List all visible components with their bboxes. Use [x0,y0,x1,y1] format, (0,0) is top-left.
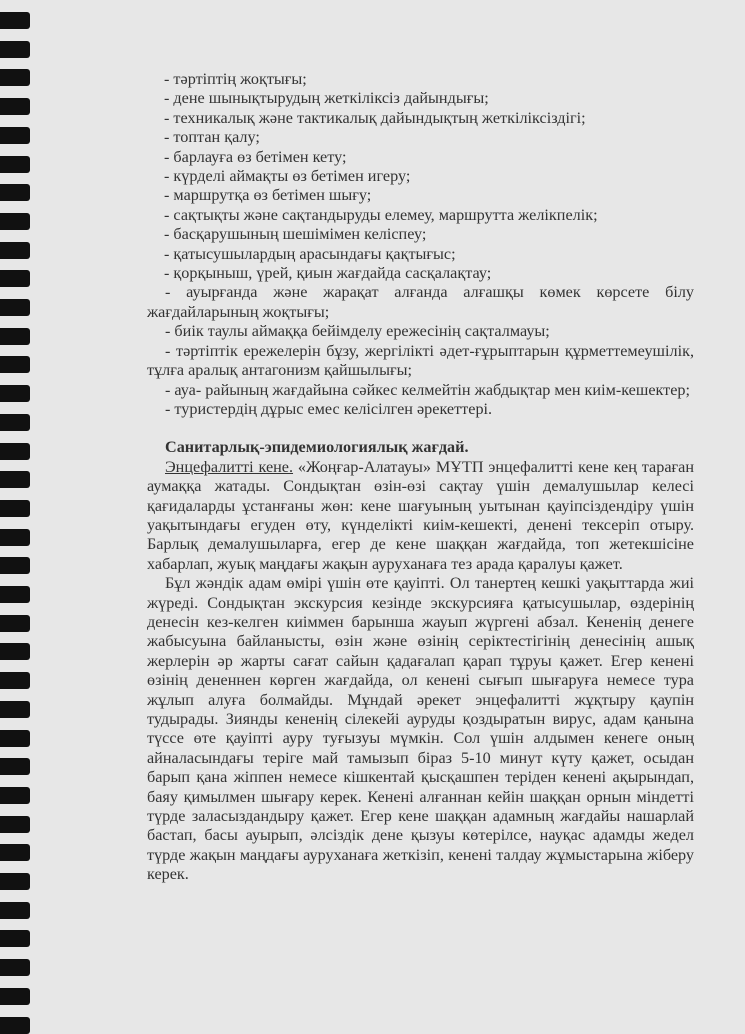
binding-ring [0,557,30,574]
binding-ring [0,242,30,259]
section-heading: Санитарлық-эпидемиологиялық жағдай. [165,438,469,457]
binding-ring [0,156,30,173]
binding-ring [0,270,30,287]
list-item: - тәртіптің жоқтығы; [164,70,307,88]
hazard-list [147,70,694,419]
binding-ring [0,816,30,833]
spiral-binding [0,0,34,1024]
binding-ring [0,328,30,345]
paragraph-tick [147,458,694,574]
binding-ring [0,844,30,861]
binding-ring [0,730,30,747]
binding-ring [0,930,30,947]
list-item: - қатысушылардың арасындағы қақтығыс; [164,244,456,263]
binding-ring [0,184,30,201]
list-item: - туристердің дұрыс емес келісілген әрекеттері. [165,399,493,418]
list-item: - дене шынықтырудың жеткіліксіз дайындығы; [164,89,489,108]
binding-ring [0,12,30,29]
paragraph-text: «Жоңғар-Алатауы» МҰТП энцефалитті кене кең тараған аумаққа жатады. Сондықтан өзін-өзі сақтау үшін демалушылар келесі қағидаларды ұстанғаны жөн: кене шағуының уытынан қауіпсіздендіру үшін уақытындағы егуден өту, күнделікті киім-кешекті, денені тексеріп отыру. Барлық демалушыларға, егер де кене шаққан жағдайда, топ жетекшісіне хабарлап, жуық маңдағы жақын ауруханаға тез арада қаралуы қажет. [147,457,694,573]
binding-ring [0,414,30,431]
binding-ring [0,988,30,1005]
binding-ring [0,873,30,890]
binding-ring [0,98,30,115]
binding-ring [0,443,30,460]
list-item: - сақтықты және сақтандыруды елемеу, маршрутта желікпелік; [164,205,598,224]
binding-ring [0,471,30,488]
binding-ring [0,69,30,86]
binding-ring [0,902,30,919]
list-item: - техникалық және тактикалық дайындықтың жеткіліксіздігі; [164,108,586,127]
binding-ring [0,586,30,603]
list-item: - тәртіптік ережелерін бұзу, жергілікті әдет-ғұрыптарын құрметтемеушілік, тұлға аралық антагонизм қайшылығы; [147,341,694,380]
binding-ring [0,127,30,144]
binding-ring [0,758,30,775]
binding-ring [0,615,30,632]
list-item: - ауырғанда және жарақат алғанда алғашқы көмек көрсете білу жағдайларының жоқтығы; [147,283,694,321]
binding-ring [0,1017,30,1034]
binding-ring [0,500,30,517]
list-item: - маршрутқа өз бетімен шығу; [164,186,372,205]
binding-ring [0,356,30,373]
paragraph-lead: Энцефалитті кене. [165,457,294,476]
list-item: - биік таулы аймаққа бейімделу ережесінің сақталмауы; [165,322,550,341]
list-item: - басқарушының шешімімен келіспеу; [164,225,427,244]
binding-ring [0,213,30,230]
binding-ring [0,299,30,316]
list-item: - ауа- райының жағдайына сәйкес келмейтін жабдықтар мен киім-кешектер; [165,380,691,399]
binding-ring [0,385,30,402]
binding-ring [0,701,30,718]
binding-ring [0,672,30,689]
binding-ring [0,41,30,58]
binding-ring [0,529,30,546]
list-item: - барлауға өз бетімен кету; [164,147,347,166]
document-page [147,70,694,885]
binding-ring [0,959,30,976]
paragraph-danger: Бұл жәндік адам өмірі үшін өте қауіпті. Ол танертең кешкі уақыттарда жиі жүреді. Сондықтан экскурсия кезінде экскурсияға қатысушылар, өздерінің денесін кез-келген киіммен барынша жауып жүргені абзал. Кененің денеге жабысуына байланысты, өзін және өзінің серіктестігінің денесінің ашық жерлерін әр жарты сағат сайын қадағалап қарап тұруы қажет. Егер кенені өзінің дененнен көрген жағдайда, ол кенені сығып шығаруға немесе тура жұлып алуға болмайды. Мұндай әрекет энцефалитті жұқтыру қаупін тудырады. Зиянды кененің сілекейі ауруды қоздыратын вирус, адам қанына түссе өте қауіпті ауру туғызуы мүмкін. Сол үшін алдымен кенеге оның айналасындағы теріге май тамызып біраз 5-10 минут күту қажет, осыдан барып қана жіппен немесе кішкентай қысқашпен теріден кенені ақырындап, баяу қимылмен шығару керек. Кенені алғаннан кейін шаққан орнын міндетті түрде заласыздандыру қажет. Егер кене шаққан адамның жағдайы нашарлай бастап, басы ауырып, әлсіздік дене қызуы көтерілсе, науқас адамды жедел түрде жақын маңдағы ауруханаға жеткізіп, кенені талдау жұмыстарына жіберу керек. [147,574,694,884]
binding-ring [0,643,30,660]
list-item: - күрделі аймақты өз бетімен игеру; [164,167,411,186]
list-item: - топтан қалу; [164,128,260,147]
binding-ring [0,787,30,804]
list-item: - қорқыныш, үрей, қиын жағдайда сасқалақтау; [164,264,492,283]
